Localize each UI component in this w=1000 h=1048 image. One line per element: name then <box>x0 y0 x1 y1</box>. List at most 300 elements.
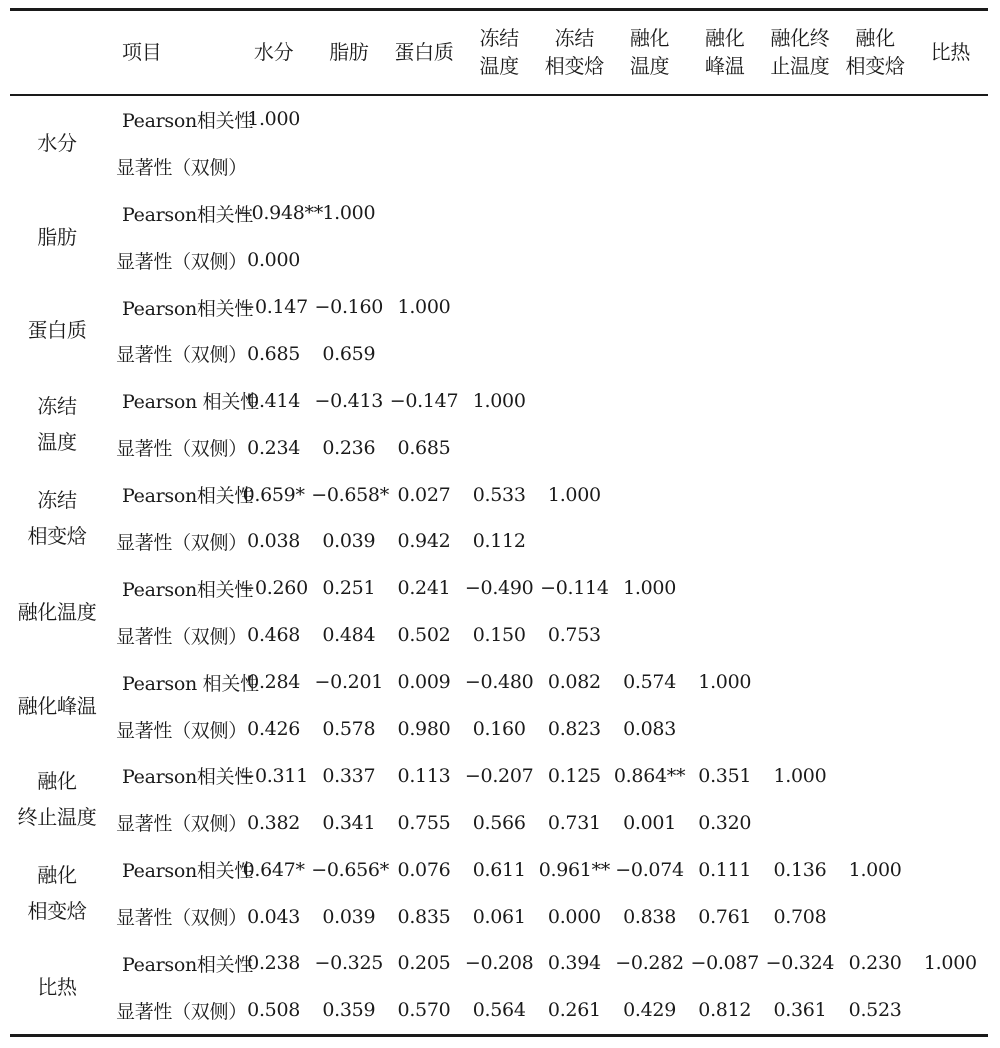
pearson-value-cell: −0.208 <box>464 952 534 975</box>
pearson-value-cell <box>537 96 612 143</box>
significance-value-cell <box>537 518 612 565</box>
pearson-value-cell <box>913 377 988 424</box>
stat-label-significance: 显著性（双侧） <box>116 156 247 179</box>
row-variable-name <box>10 96 104 190</box>
pearson-value-cell: 1.000 <box>623 577 676 600</box>
pearson-value-cell: −0.160 <box>314 296 384 318</box>
pearson-value-cell: 0.611 <box>472 858 526 881</box>
significance-value-cell: 0.708 <box>773 905 827 928</box>
significance-value-cell <box>913 799 988 846</box>
significance-value-cell <box>913 143 988 190</box>
stat-label-significance: 显著性（双侧） <box>116 250 247 273</box>
stat-label-significance: 显著性（双侧） <box>116 1000 247 1023</box>
header-label-line: 融化 <box>629 26 670 50</box>
significance-value-cell <box>612 424 687 471</box>
pearson-value-cell: −0.147 <box>239 296 308 318</box>
significance-value-cell: 0.083 <box>623 718 676 741</box>
stat-label-pearson: Pearson相关性 <box>122 297 254 320</box>
pearson-value-cell <box>913 846 988 893</box>
row-variable-line: 比热 <box>37 974 77 999</box>
header-label-line: 融化 <box>855 26 895 50</box>
significance-value-cell <box>386 330 461 377</box>
table-row-significance <box>10 706 988 753</box>
stat-label-pearson: Pearson相关性 <box>122 766 254 789</box>
significance-value-cell: 0.823 <box>547 718 601 741</box>
header-label-line: 温度 <box>479 54 519 78</box>
table-row-significance <box>10 143 988 190</box>
header-column-5 <box>537 11 612 94</box>
row-variable-name <box>10 659 104 753</box>
pearson-value-cell <box>462 96 537 143</box>
significance-value-cell <box>762 330 837 377</box>
table-body <box>10 96 988 1034</box>
pearson-value-cell <box>762 377 837 424</box>
significance-value-cell <box>462 330 537 377</box>
pearson-value-cell: 0.864** <box>613 764 686 787</box>
row-variable-name <box>10 846 104 940</box>
header-row <box>10 11 988 94</box>
row-variable-label <box>18 594 97 630</box>
stat-label-significance: 显著性（双侧） <box>116 344 247 367</box>
pearson-value-cell: −0.413 <box>314 389 384 412</box>
significance-value-cell <box>612 330 687 377</box>
significance-value-cell <box>687 424 762 471</box>
header-label-line: 脂肪 <box>329 40 369 64</box>
table-bottom-rule <box>10 1034 988 1037</box>
significance-value-cell <box>838 330 913 377</box>
header-column-10 <box>913 11 988 94</box>
stat-label-pearson: Pearson 相关性 <box>122 391 259 414</box>
pearson-value-cell: 0.394 <box>547 952 601 975</box>
row-variable-name <box>10 471 104 565</box>
pearson-value-cell <box>462 284 537 331</box>
pearson-value-cell: 0.574 <box>623 671 676 694</box>
pearson-value-cell <box>687 565 762 612</box>
pearson-value-cell: 1.000 <box>397 296 451 318</box>
row-variable-label <box>18 763 97 835</box>
significance-value-cell: 0.234 <box>247 436 301 459</box>
significance-value-cell: 0.150 <box>472 624 526 647</box>
significance-value-cell: 0.731 <box>547 811 601 834</box>
significance-value-cell: 0.061 <box>472 905 526 928</box>
significance-value-cell <box>913 237 988 284</box>
significance-value-cell <box>687 706 762 753</box>
significance-value-cell <box>838 612 913 659</box>
row-variable-label <box>27 857 86 929</box>
significance-value-cell <box>913 987 988 1034</box>
pearson-value-cell <box>913 190 988 237</box>
significance-value-cell: 0.341 <box>322 811 376 834</box>
significance-value-cell: 0.566 <box>472 811 526 834</box>
significance-value-cell <box>838 143 913 190</box>
pearson-value-cell <box>687 284 762 331</box>
pearson-value-cell <box>762 284 837 331</box>
significance-value-cell: 0.261 <box>547 999 601 1022</box>
header-label-line: 冻结 <box>479 26 519 50</box>
table-row-significance <box>10 330 988 377</box>
significance-value-cell <box>838 799 913 846</box>
significance-value-cell <box>537 330 612 377</box>
pearson-value-cell <box>386 96 461 143</box>
correlation-table <box>10 11 988 94</box>
table-row-pearson <box>10 96 988 143</box>
pearson-value-cell: −0.260 <box>239 577 308 600</box>
pearson-value-cell: 0.076 <box>397 858 451 881</box>
significance-value-cell: 0.942 <box>397 530 451 553</box>
header-label <box>122 38 161 66</box>
row-variable-line: 相变焓 <box>27 899 87 924</box>
significance-value-cell: 0.838 <box>623 905 676 928</box>
significance-value-cell: 0.578 <box>322 718 376 741</box>
header-column-8 <box>762 11 837 94</box>
pearson-value-cell: 0.241 <box>397 577 451 600</box>
table-row-pearson <box>10 377 988 424</box>
row-variable-line: 融化峰温 <box>17 693 97 718</box>
pearson-value-cell: −0.311 <box>239 764 308 787</box>
pearson-value-cell <box>838 284 913 331</box>
table-row-pearson <box>10 471 988 518</box>
stat-label-pearson: Pearson相关性 <box>122 485 254 508</box>
pearson-value-cell <box>462 190 537 237</box>
significance-value-cell <box>612 143 687 190</box>
significance-value-cell: 0.043 <box>247 905 301 928</box>
significance-value-cell <box>838 237 913 284</box>
pearson-value-cell <box>838 377 913 424</box>
header-label <box>705 24 744 80</box>
pearson-value-cell: 0.136 <box>773 858 827 881</box>
row-variable-label <box>18 688 97 724</box>
significance-value-cell <box>762 612 837 659</box>
significance-value-cell <box>687 612 762 659</box>
stat-label-pearson: Pearson 相关性 <box>122 672 259 695</box>
pearson-value-cell: −0.074 <box>615 858 684 881</box>
table-row-pearson <box>10 659 988 706</box>
significance-value-cell: 0.755 <box>397 811 451 834</box>
table-row-pearson <box>10 190 988 237</box>
row-variable-line: 温度 <box>37 430 77 455</box>
table-row-pearson <box>10 940 988 987</box>
significance-value-cell <box>762 237 837 284</box>
pearson-value-cell <box>762 565 837 612</box>
significance-value-cell <box>762 424 837 471</box>
pearson-value-cell: 0.113 <box>397 764 451 787</box>
stat-label-pearson: Pearson相关性 <box>122 578 254 601</box>
pearson-value-cell: −0.282 <box>615 952 684 975</box>
header-label <box>254 38 293 66</box>
pearson-value-cell: 0.009 <box>397 671 451 694</box>
row-variable-line: 融化 <box>37 863 77 888</box>
pearson-value-cell: 1.000 <box>247 108 301 131</box>
significance-value-cell: 0.426 <box>247 718 301 741</box>
pearson-value-cell <box>612 377 687 424</box>
significance-value-cell <box>537 237 612 284</box>
header-label-line: 融化 <box>705 26 745 50</box>
header-label-line: 冻结 <box>554 26 595 50</box>
significance-value-cell <box>838 424 913 471</box>
pearson-value-cell: 0.533 <box>472 483 526 506</box>
pearson-value-cell: 0.414 <box>247 389 301 412</box>
significance-value-cell <box>612 612 687 659</box>
row-variable-line: 相变焓 <box>27 524 87 549</box>
pearson-value-cell: −0.114 <box>540 577 609 600</box>
pearson-value-cell <box>612 96 687 143</box>
header-label-line: 止温度 <box>770 54 830 78</box>
stat-label-pearson: Pearson相关性 <box>122 109 254 132</box>
pearson-value-cell: 1.000 <box>322 202 376 225</box>
row-variable-line: 融化 <box>37 769 77 794</box>
table-header <box>10 11 988 94</box>
pearson-value-cell: −0.201 <box>314 671 384 694</box>
pearson-value-cell: 0.111 <box>698 858 752 881</box>
significance-value-cell <box>386 237 461 284</box>
significance-value-cell: 0.160 <box>472 718 526 741</box>
pearson-value-cell: 0.082 <box>547 671 601 694</box>
significance-value-cell <box>762 799 837 846</box>
header-label <box>329 38 368 66</box>
significance-value-cell: 0.236 <box>322 436 376 459</box>
pearson-value-cell <box>311 96 386 143</box>
stat-label-significance: 显著性（双侧） <box>116 719 247 742</box>
row-variable-name <box>10 565 104 659</box>
header-label-line: 峰温 <box>705 54 745 78</box>
stat-label-significance: 显著性（双侧） <box>116 625 247 648</box>
correlation-table-body <box>10 96 988 1034</box>
significance-value-cell <box>838 518 913 565</box>
pearson-value-cell <box>838 565 913 612</box>
pearson-value-cell: −0.147 <box>389 389 459 412</box>
header-column-4 <box>462 11 537 94</box>
pearson-value-cell <box>762 659 837 706</box>
row-variable-line: 融化温度 <box>17 599 97 624</box>
pearson-value-cell <box>612 471 687 518</box>
header-blank-cell <box>10 11 104 94</box>
row-variable-label <box>27 482 86 554</box>
row-variable-line: 终止温度 <box>17 805 97 830</box>
correlation-table-container <box>10 8 988 1037</box>
significance-value-cell: 0.508 <box>247 999 301 1022</box>
significance-value-cell: 0.484 <box>322 624 376 647</box>
significance-value-cell <box>838 893 913 940</box>
significance-value-cell: 0.685 <box>397 436 451 459</box>
table-row-significance <box>10 893 988 940</box>
pearson-value-cell <box>913 565 988 612</box>
header-label <box>545 24 604 80</box>
significance-value-cell: 0.564 <box>472 999 526 1022</box>
pearson-value-cell <box>762 96 837 143</box>
header-label-line: 比热 <box>930 40 971 64</box>
header-label <box>931 38 970 66</box>
pearson-value-cell: −0.658* <box>311 483 389 506</box>
significance-value-cell <box>612 518 687 565</box>
pearson-value-cell <box>913 96 988 143</box>
significance-value-cell: 0.753 <box>547 624 601 647</box>
table-row-significance <box>10 987 988 1034</box>
pearson-value-cell: 0.337 <box>322 764 376 787</box>
row-variable-name <box>10 377 104 471</box>
significance-value-cell <box>462 424 537 471</box>
significance-value-cell: 0.320 <box>698 811 752 834</box>
row-variable-label <box>37 125 76 161</box>
significance-value-cell: 0.570 <box>397 999 451 1022</box>
pearson-value-cell: 0.125 <box>547 764 601 787</box>
header-label <box>770 24 829 80</box>
header-label <box>846 24 905 80</box>
significance-value-cell <box>537 143 612 190</box>
pearson-value-cell: 0.205 <box>397 952 451 975</box>
significance-value-cell: 0.835 <box>397 905 451 928</box>
significance-value-cell: 0.468 <box>247 624 301 647</box>
pearson-value-cell <box>913 284 988 331</box>
pearson-value-cell: 0.659* <box>242 483 305 506</box>
significance-value-cell <box>762 143 837 190</box>
pearson-value-cell: 1.000 <box>547 483 601 506</box>
pearson-value-cell: 0.647* <box>242 858 305 881</box>
significance-value-cell: 0.502 <box>397 624 451 647</box>
significance-value-cell <box>913 893 988 940</box>
pearson-value-cell <box>913 471 988 518</box>
pearson-value-cell: 0.027 <box>397 483 451 506</box>
pearson-value-cell <box>762 471 837 518</box>
header-label <box>630 24 669 80</box>
stat-label-significance: 显著性（双侧） <box>116 531 247 554</box>
significance-value-cell <box>687 143 762 190</box>
header-column-9 <box>838 11 913 94</box>
significance-value-cell: 0.038 <box>247 530 301 553</box>
significance-value-cell <box>537 424 612 471</box>
significance-value-cell: 0.112 <box>472 530 526 553</box>
row-variable-line: 蛋白质 <box>27 318 87 343</box>
stat-label-significance: 显著性（双侧） <box>116 813 247 836</box>
significance-value-cell: 0.359 <box>322 999 376 1022</box>
pearson-value-cell: −0.325 <box>314 952 384 975</box>
row-variable-line: 冻结 <box>37 394 77 419</box>
pearson-value-cell: −0.490 <box>464 577 534 600</box>
header-column-6 <box>612 11 687 94</box>
significance-value-cell <box>386 143 461 190</box>
table-row-pearson <box>10 284 988 331</box>
stat-label-pearson: Pearson相关性 <box>122 203 254 226</box>
header-column-3 <box>386 11 461 94</box>
header-label-line: 相变焓 <box>544 54 604 78</box>
row-variable-name <box>10 752 104 846</box>
significance-value-cell <box>762 706 837 753</box>
header-column-1 <box>236 11 311 94</box>
pearson-value-cell <box>838 659 913 706</box>
significance-value-cell <box>311 143 386 190</box>
pearson-value-cell: 0.351 <box>698 764 752 787</box>
pearson-value-cell <box>913 659 988 706</box>
pearson-value-cell: −0.656* <box>311 858 389 881</box>
pearson-value-cell: 0.238 <box>247 952 301 975</box>
stat-label-pearson: Pearson相关性 <box>122 860 254 883</box>
table-row-significance <box>10 237 988 284</box>
pearson-value-cell <box>687 190 762 237</box>
header-column-2 <box>311 11 386 94</box>
significance-value-cell <box>913 424 988 471</box>
row-variable-label <box>37 969 76 1005</box>
pearson-value-cell <box>687 96 762 143</box>
stat-label-significance: 显著性（双侧） <box>116 438 247 461</box>
pearson-value-cell <box>838 190 913 237</box>
significance-value-cell <box>838 706 913 753</box>
pearson-value-cell: −0.087 <box>690 952 759 975</box>
table-row-significance <box>10 518 988 565</box>
pearson-value-cell: 0.230 <box>848 952 902 975</box>
row-variable-name <box>10 284 104 378</box>
pearson-value-cell <box>838 471 913 518</box>
significance-value-cell <box>762 518 837 565</box>
pearson-value-cell <box>612 190 687 237</box>
table-row-significance <box>10 799 988 846</box>
table-row-pearson <box>10 752 988 799</box>
pearson-value-cell: 0.251 <box>322 577 376 600</box>
row-variable-line: 脂肪 <box>37 224 77 249</box>
pearson-value-cell <box>762 190 837 237</box>
significance-value-cell: 0.523 <box>848 999 902 1022</box>
pearson-value-cell <box>537 190 612 237</box>
row-variable-line: 水分 <box>37 130 77 155</box>
row-variable-line: 冻结 <box>37 488 77 513</box>
pearson-value-cell: −0.480 <box>464 671 534 694</box>
table-row-pearson <box>10 846 988 893</box>
pearson-value-cell <box>838 752 913 799</box>
header-label-line: 融化终 <box>770 26 830 50</box>
row-variable-name <box>10 190 104 284</box>
pearson-value-cell: −0.207 <box>464 764 534 787</box>
significance-value-cell <box>913 330 988 377</box>
header-label-line: 温度 <box>629 54 670 78</box>
pearson-value-cell <box>687 471 762 518</box>
pearson-value-cell: −0.324 <box>765 952 835 975</box>
significance-value-cell: 0.685 <box>247 342 301 365</box>
pearson-value-cell <box>537 284 612 331</box>
pearson-value-cell: 1.000 <box>773 764 827 787</box>
significance-value-cell <box>913 706 988 753</box>
header-label-line: 水分 <box>253 40 294 64</box>
significance-value-cell <box>687 330 762 377</box>
pearson-value-cell: 1.000 <box>472 389 526 412</box>
significance-value-cell: 0.000 <box>247 249 301 272</box>
header-label <box>479 24 518 80</box>
pearson-value-cell <box>612 284 687 331</box>
significance-value-cell: 0.361 <box>773 999 827 1022</box>
significance-value-cell <box>236 143 311 190</box>
table-row-pearson <box>10 565 988 612</box>
significance-value-cell <box>462 143 537 190</box>
significance-value-cell: 0.001 <box>623 811 676 834</box>
pearson-value-cell <box>913 752 988 799</box>
significance-value-cell: 0.812 <box>698 999 752 1022</box>
header-label <box>394 38 453 66</box>
significance-value-cell <box>913 612 988 659</box>
row-variable-label <box>27 312 86 348</box>
pearson-value-cell <box>687 377 762 424</box>
header-label-line: 相变焓 <box>845 54 905 78</box>
table-row-significance <box>10 424 988 471</box>
pearson-value-cell: −0.948** <box>236 202 323 225</box>
pearson-value-cell <box>537 377 612 424</box>
significance-value-cell: 0.382 <box>247 811 301 834</box>
header-item-cell <box>104 11 236 94</box>
pearson-value-cell: 0.284 <box>247 671 301 694</box>
significance-value-cell <box>612 237 687 284</box>
header-column-7 <box>687 11 762 94</box>
pearson-value-cell: 1.000 <box>698 671 752 694</box>
header-label-line: 项目 <box>122 40 162 64</box>
significance-value-cell: 0.761 <box>698 905 752 928</box>
significance-value-cell: 0.429 <box>623 999 676 1022</box>
significance-value-cell: 0.039 <box>322 905 376 928</box>
